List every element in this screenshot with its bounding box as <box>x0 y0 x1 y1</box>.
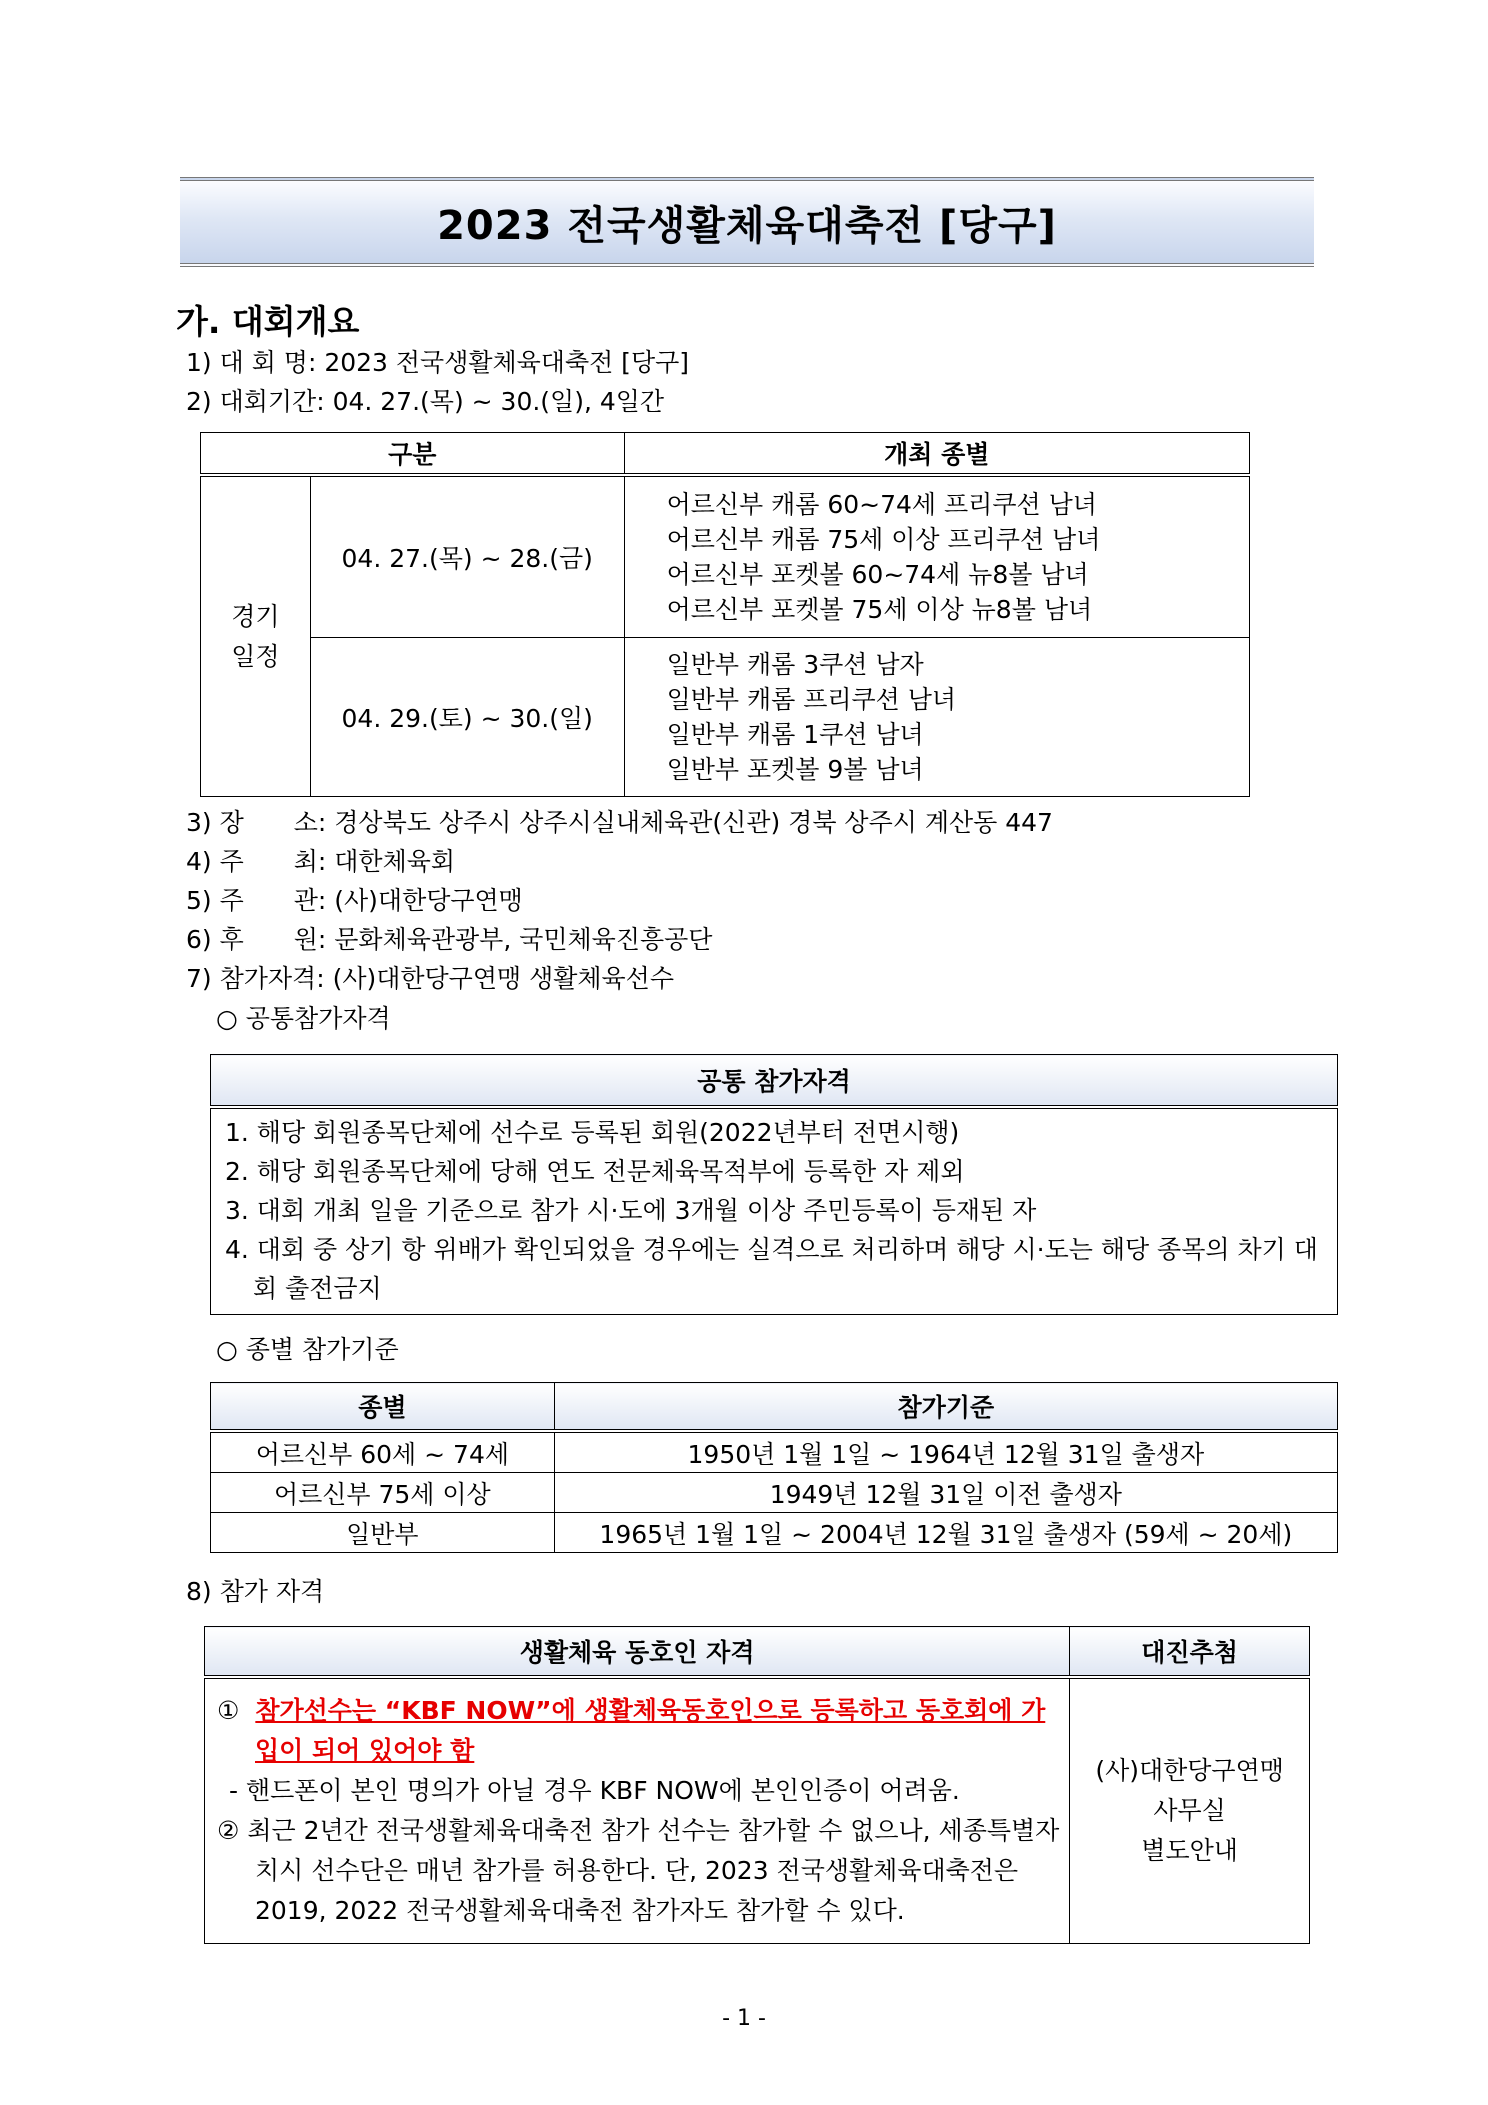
event-item: 일반부 캐롬 3쿠션 남자 <box>666 650 924 679</box>
criteria-category: 일반부 <box>211 1513 555 1553</box>
club-point-1-emphasis: 참가선수는 “KBF NOW”에 생활체육동호인으로 등록하고 동호회에 가입이 되어 있어야 함 <box>255 1696 1046 1765</box>
event-item: 어르신부 포켓볼 75세 이상 뉴8볼 남녀 <box>666 595 1093 624</box>
criteria-header-standard: 참가기준 <box>554 1383 1337 1432</box>
schedule-events <box>624 475 1249 638</box>
draw-line: 별도안내 <box>1141 1836 1238 1865</box>
event-item: 일반부 캐롬 1쿠션 남녀 <box>666 720 924 749</box>
criteria-standard: 1965년 1월 1일 ~ 2004년 12월 31일 출생자 (59세 ~ 20세) <box>554 1513 1337 1553</box>
schedule-date: 04. 29.(토) ~ 30.(일) <box>310 638 624 797</box>
item-period: 2) 대회기간: 04. 27.(목) ~ 30.(일), 4일간 <box>186 387 665 416</box>
item-host: 4) 주 최: 대한체육회 <box>186 847 456 876</box>
event-item: 일반부 캐롬 프리쿠션 남녀 <box>666 685 957 714</box>
document-title: 2023 전국생활체육대축전 [당구] <box>437 202 1057 249</box>
common-item: 2. 해당 회원종목단체에 당해 연도 전문체육목적부에 등록한 자 제외 <box>225 1157 965 1186</box>
club-point-1-note: - 핸드폰이 본인 명의가 아닐 경우 KBF NOW에 본인인증이 어려움. <box>229 1776 960 1805</box>
item-venue: 3) 장 소: 경상북도 상주시 상주시실내체육관(신관) 경북 상주시 계산동 447 <box>186 808 1053 837</box>
club-header-draw: 대진추첨 <box>1070 1627 1310 1678</box>
event-item: 어르신부 캐롬 60~74세 프리쿠션 남녀 <box>666 490 1097 519</box>
item-eligibility: 7) 참가자격: (사)대한당구연맹 생활체육선수 <box>186 964 674 993</box>
criteria-category: 어르신부 60세 ~ 74세 <box>211 1431 555 1473</box>
common-item: 4. 대회 중 상기 항 위배가 확인되었을 경우에는 실격으로 처리하며 해당 시·도는 해당 종목의 차기 대회 출전금지 <box>225 1235 1318 1303</box>
common-item: 3. 대회 개최 일을 기준으로 참가 시·도에 3개월 이상 주민등록이 등재된 자 <box>225 1196 1037 1225</box>
draw-line: 사무실 <box>1153 1796 1226 1825</box>
club-eligibility-table <box>204 1626 1310 1944</box>
title-banner <box>180 177 1314 267</box>
point-number: ① <box>217 1696 240 1725</box>
club-point-1 <box>217 1691 1065 1771</box>
criteria-standard: 1950년 1월 1일 ~ 1964년 12월 31일 출생자 <box>554 1431 1337 1473</box>
criteria-table <box>210 1382 1338 1553</box>
common-header: 공통 참가자격 <box>211 1055 1338 1108</box>
item-name: 1) 대 회 명: 2023 전국생활체육대축전 [당구] <box>186 348 689 377</box>
draw-line: (사)대한당구연맹 <box>1095 1756 1284 1785</box>
schedule-header-events: 개최 종별 <box>624 433 1249 476</box>
event-heading: ○ 종별 참가기준 <box>216 1335 399 1364</box>
item-organizer: 5) 주 관: (사)대한당구연맹 <box>186 886 523 915</box>
club-header-eligibility: 생활체육 동호인 자격 <box>205 1627 1070 1678</box>
club-draw-info <box>1070 1677 1310 1944</box>
schedule-row-label: 경기 일정 <box>201 475 311 797</box>
criteria-category: 어르신부 75세 이상 <box>211 1473 555 1513</box>
event-item: 일반부 포켓볼 9볼 남녀 <box>666 755 924 784</box>
common-items <box>211 1107 1338 1315</box>
schedule-table <box>200 432 1250 797</box>
common-eligibility-table <box>210 1054 1338 1315</box>
club-eligibility-body <box>205 1677 1070 1944</box>
event-item: 어르신부 포켓볼 60~74세 뉴8볼 남녀 <box>666 560 1089 589</box>
club-point-2: ② 최근 2년간 전국생활체육대축전 참가 선수는 참가할 수 없으나, 세종특별자치시 선수단은 매년 참가를 허용한다. 단, 2023 전국생활체육대축전은 2019, 2022 전국생활체육대축전 참가자도 참가할 수 있다. <box>217 1816 1060 1925</box>
common-heading: ○ 공통참가자격 <box>216 1004 391 1033</box>
page-number: - 1 - <box>722 2006 766 2031</box>
section-heading: 가. 대회개요 <box>176 302 360 341</box>
schedule-header-category: 구분 <box>201 433 625 476</box>
event-item: 어르신부 캐롬 75세 이상 프리쿠션 남녀 <box>666 525 1101 554</box>
common-item: 1. 해당 회원종목단체에 선수로 등록된 회원(2022년부터 전면시행) <box>225 1118 960 1147</box>
criteria-standard: 1949년 12월 31일 이전 출생자 <box>554 1473 1337 1513</box>
criteria-header-category: 종별 <box>211 1383 555 1432</box>
schedule-events <box>624 638 1249 797</box>
item-sponsor: 6) 후 원: 문화체육관광부, 국민체육진흥공단 <box>186 925 713 954</box>
schedule-date: 04. 27.(목) ~ 28.(금) <box>310 475 624 638</box>
item-8: 8) 참가 자격 <box>186 1577 325 1606</box>
